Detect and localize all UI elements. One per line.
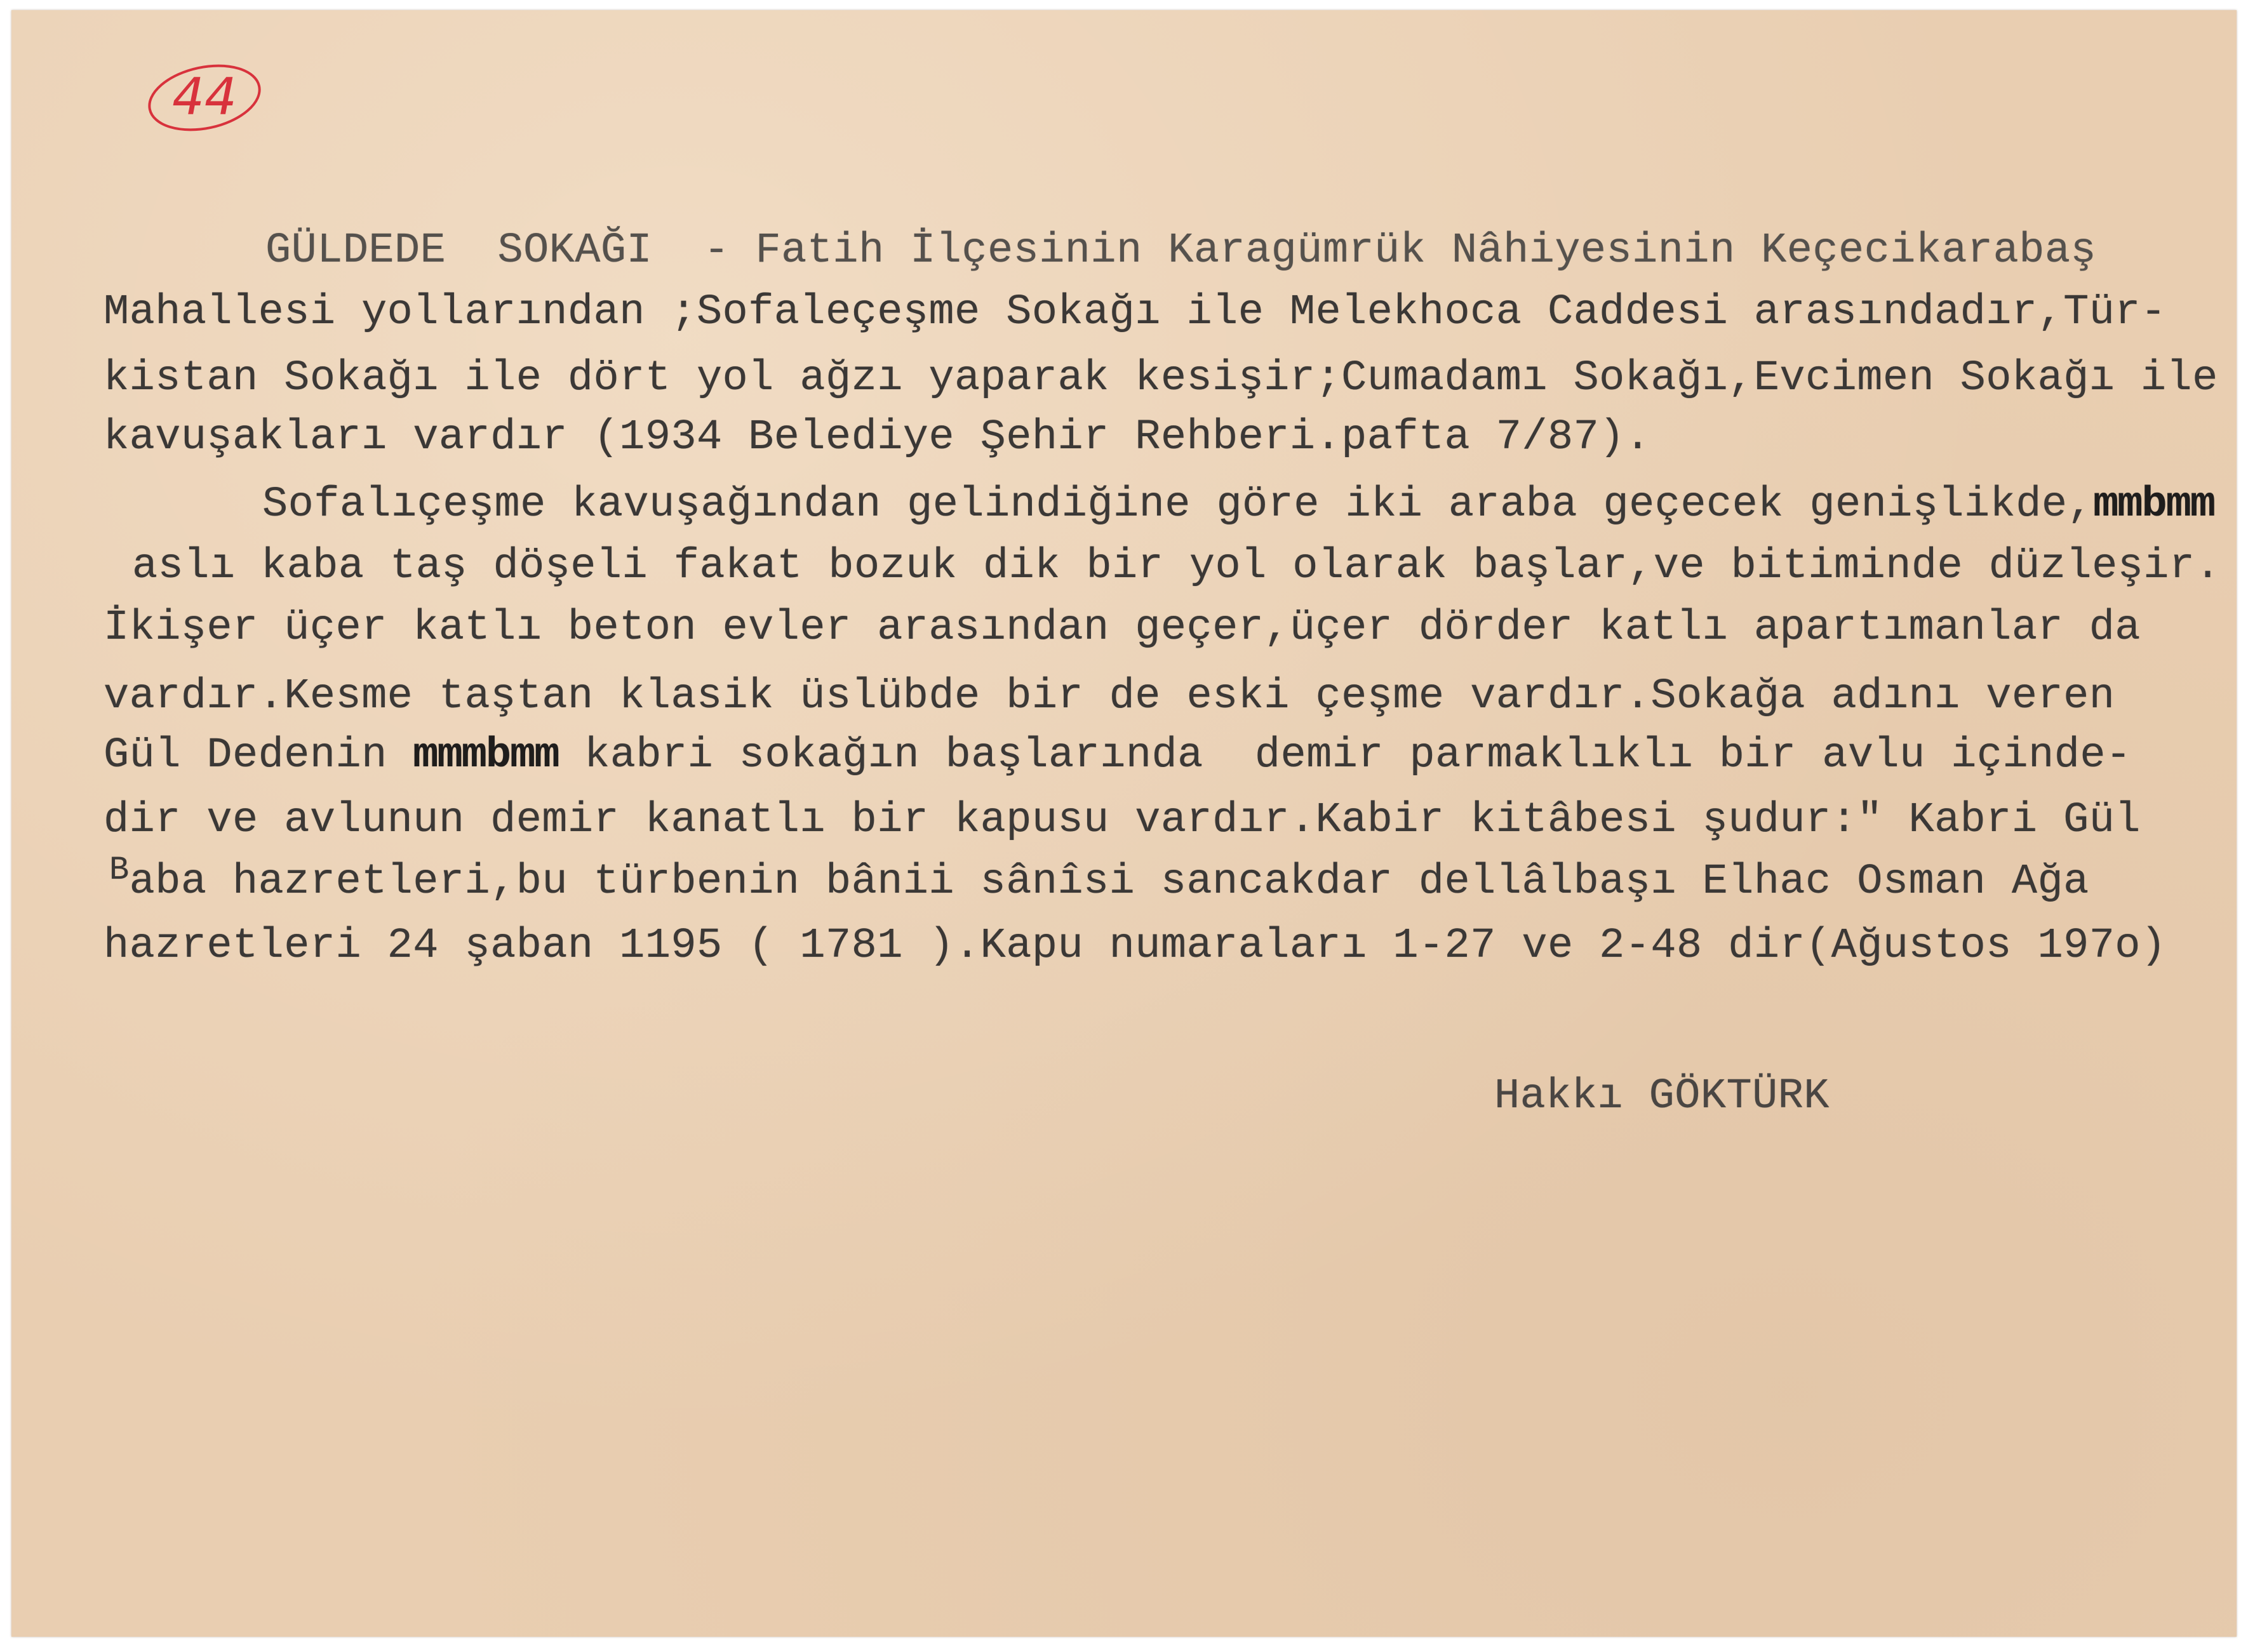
text-line-8: vardır.Kesme taştan klasik üslübde bir de eski çeşme vardır.Sokağa adını veren bbox=[104, 672, 2115, 721]
text-line-11-raised-letter: B bbox=[109, 851, 130, 889]
text-line-4: kavuşakları vardır (1934 Belediye Şehir Rehberi.pafta 7/87). bbox=[104, 413, 1651, 462]
text-line-9-start: Gül Dedenin bbox=[104, 731, 413, 780]
text-line-5-overstrike: mmbmm bbox=[2093, 481, 2215, 529]
text-line-3: kistan Sokağı ile dört yol ağzı yaparak kesişir;Cumadamı Sokağı,Evcimen Sokağı ile bbox=[104, 354, 2218, 403]
page-number-mark bbox=[141, 58, 268, 141]
text-line-1: GÜLDEDE SOKAĞI - Fatih İlçesinin Karagümrük Nâhiyesinin Keçecikarabaş bbox=[265, 227, 2097, 275]
text-line-12: hazretleri 24 şaban 1195 ( 1781 ).Kapu numaraları 1-27 ve 2-48 dir(Ağustos 197o) bbox=[104, 922, 2167, 970]
author-signature: Hakkı GÖKTÜRK bbox=[1494, 1072, 1830, 1121]
text-line-11 bbox=[109, 851, 2089, 907]
text-line-9 bbox=[104, 730, 2132, 781]
page-number-text: 44 bbox=[172, 67, 237, 126]
text-line-5-body: Sofalıçeşme kavuşağından gelindiğine göre iki araba geçecek genişlikde, bbox=[262, 481, 2094, 529]
text-line-10: dir ve avlunun demir kanatlı bir kapusu vardır.Kabir kitâbesi şudur:" Kabri Gül bbox=[104, 796, 2141, 844]
text-line-6: aslı kaba taş döşeli fakat bozuk dik bir yol olarak başlar,ve bitiminde düzleşir. bbox=[132, 542, 2221, 590]
text-line-5 bbox=[262, 479, 2214, 530]
text-line-9-overstrike: mmmbmm bbox=[413, 731, 559, 780]
text-line-9-body: kabri sokağın başlarında demir parmaklıklı bir avlu içinde- bbox=[558, 731, 2132, 780]
text-line-7: İkişer üçer katlı beton evler arasından geçer,üçer dörder katlı apartımanlar da bbox=[104, 604, 2141, 652]
text-line-2: Mahallesi yollarından ;Sofaleçeşme Sokağı ile Melekhoca Caddesi arasındadır,Tür- bbox=[104, 288, 2167, 336]
text-line-11-body: aba hazretleri,bu türbenin bânii sânîsi sancakdar dellâlbaşı Elhac Osman Ağa bbox=[129, 858, 2089, 906]
